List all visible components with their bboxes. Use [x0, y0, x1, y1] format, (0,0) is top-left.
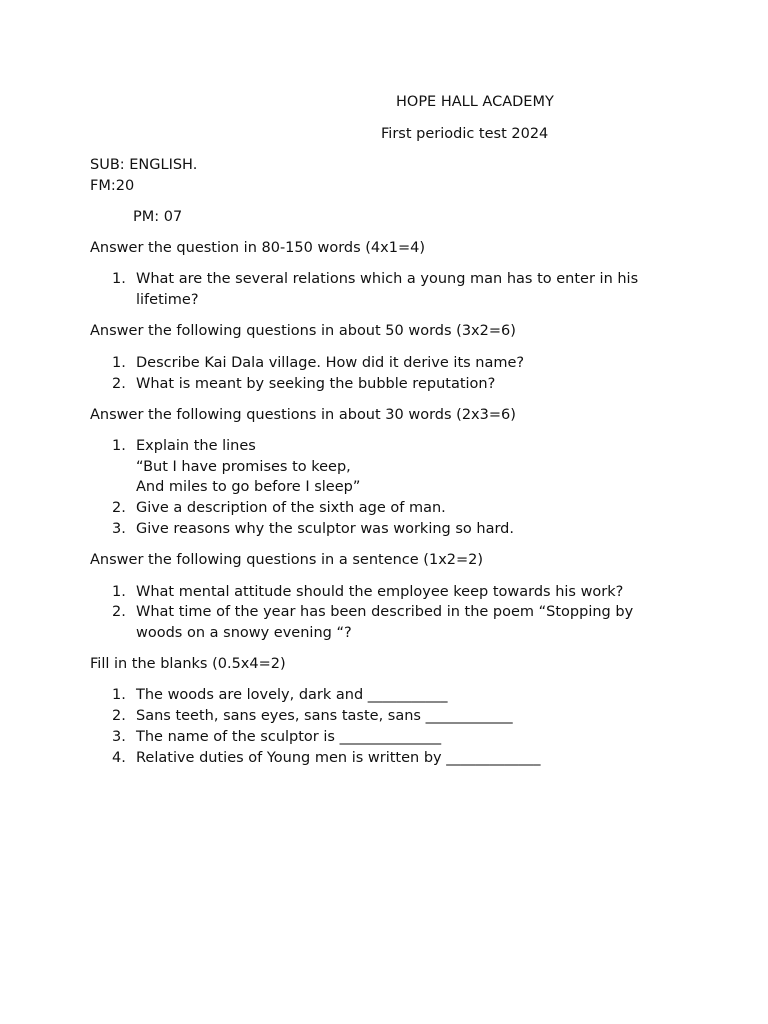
- question-line: Describe Kai Dala village. How did it derive its name?: [136, 355, 525, 371]
- question-text: [136, 436, 360, 498]
- question-number: 3.: [112, 521, 126, 537]
- question-line: What mental attitude should the employee keep towards his work?: [136, 584, 624, 600]
- question-number: 2.: [112, 500, 126, 516]
- section-instruction: Fill in the blanks (0.5x4=2): [90, 656, 286, 672]
- question-text: [136, 519, 514, 540]
- question-line: lifetime?: [136, 291, 199, 308]
- question-number: 1.: [112, 687, 126, 703]
- question-line: The name of the sculptor is ______________: [136, 729, 442, 745]
- question-number: 1.: [112, 355, 126, 371]
- section-instruction: Answer the following questions in a sentence (1x2=2): [90, 552, 484, 568]
- question-text: [136, 582, 623, 603]
- question-text: [136, 498, 446, 519]
- question-line: What time of the year has been described in the poem “Stopping by: [136, 604, 634, 620]
- pass-marks-label: PM: 07: [133, 209, 183, 225]
- question-line: Give a description of the sixth age of man.: [136, 500, 446, 516]
- section-instruction: Answer the following questions in about 50 words (3x2=6): [90, 323, 516, 339]
- section-instruction: Answer the question in 80-150 words (4x1=4): [90, 240, 425, 256]
- question-text: [136, 727, 441, 748]
- question-line: Give reasons why the sculptor was working so hard.: [136, 521, 514, 537]
- question-number: 2.: [112, 376, 126, 392]
- question-text: [136, 706, 513, 727]
- question-line: “But I have promises to keep,: [136, 458, 351, 475]
- question-line: And miles to go before I sleep”: [136, 479, 361, 496]
- question-text: [136, 269, 638, 310]
- question-text: [136, 685, 448, 706]
- full-marks-label: FM:20: [90, 178, 135, 194]
- question-number: 1.: [112, 584, 126, 600]
- question-number: 2.: [112, 708, 126, 724]
- question-line: The woods are lovely, dark and ___________: [136, 687, 448, 703]
- question-line: woods on a snowy evening “?: [136, 624, 352, 641]
- question-number: 4.: [112, 750, 126, 766]
- question-number: 2.: [112, 604, 126, 620]
- question-line: Sans teeth, sans eyes, sans taste, sans ____________: [136, 708, 513, 724]
- question-text: [136, 602, 633, 643]
- section-instruction: Answer the following questions in about 30 words (2x3=6): [90, 407, 516, 423]
- school-name: HOPE HALL ACADEMY: [396, 94, 554, 110]
- question-line: Relative duties of Young men is written by _____________: [136, 750, 541, 766]
- subject-label: SUB: ENGLISH.: [90, 157, 198, 173]
- question-number: 1.: [112, 271, 126, 287]
- question-text: [136, 748, 540, 769]
- question-number: 1.: [112, 438, 126, 454]
- question-text: [136, 353, 524, 374]
- question-text: [136, 374, 495, 395]
- question-line: Explain the lines: [136, 438, 256, 454]
- question-line: What are the several relations which a young man has to enter in his: [136, 271, 639, 287]
- test-title: First periodic test 2024: [381, 126, 549, 142]
- question-line: What is meant by seeking the bubble reputation?: [136, 376, 496, 392]
- question-number: 3.: [112, 729, 126, 745]
